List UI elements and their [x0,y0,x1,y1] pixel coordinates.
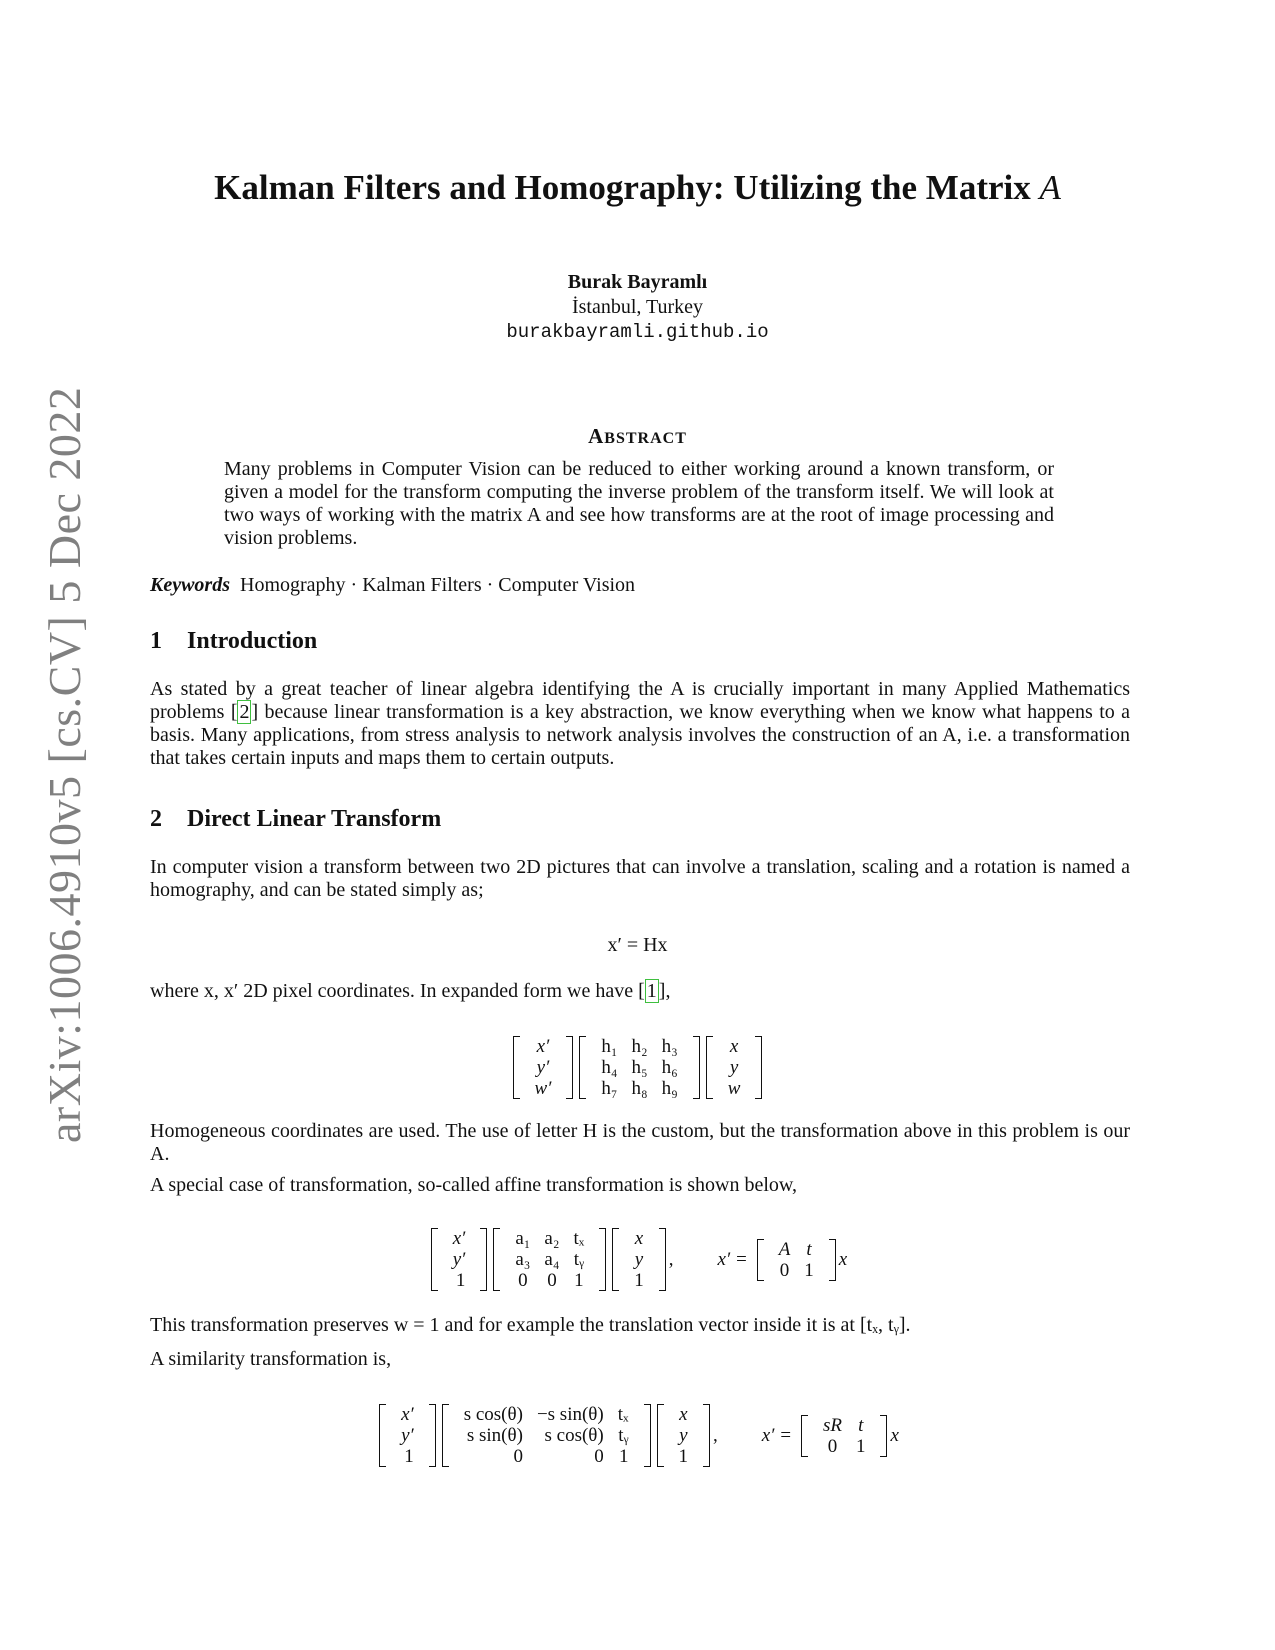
matrix-entry: 1 [634,1270,644,1291]
dlt-text-part: where x, x′ 2D pixel coordinates. In expanded form we have [150,980,639,1002]
matrix-entry: s cos(θ) [463,1404,523,1425]
matrix-entry: a₁ [515,1228,531,1249]
matrix-entry: 1 [404,1446,414,1467]
matrix-entry: h₅ [631,1057,648,1078]
keywords [150,574,635,597]
matrix-lhs [379,1404,436,1467]
matrix-h [579,1036,699,1099]
introduction-paragraph: As stated by a great teacher of linear algebra identifying the A is crucially important in many Applied Mathematics problems [ 2 ] because linear transformation is a key abstraction, we know everything when we know what happens to a basis. Many applications, from stress analysis to network analysis involves the construction of an A, i.e. a transformation that takes certain inputs and maps them to certain outputs. [150,678,1131,769]
matrix-entry: a₄ [544,1249,560,1270]
matrix-lhs [431,1228,488,1291]
matrix-entry: 0 [594,1446,604,1467]
author-block [0,270,1275,345]
dlt-paragraph-6: A similarity transformation is, [150,1348,392,1370]
matrix-rhs [657,1404,711,1467]
compact-lhs: x′ = [717,1248,748,1270]
paper-title-symbol: A [1039,168,1061,207]
dlt-text-part: , [665,980,671,1002]
matrix-compact [757,1239,836,1281]
section-title: Introduction [187,628,318,654]
matrix-entry: s sin(θ) [466,1425,523,1446]
abstract-text: Many problems in Computer Vision can be reduced to either working around a known transform, or given a model for the transform computing the inverse problem of the transform itself. We will look at two ways of working with the matrix A and see how transforms are at the root of image processing and vision problems. [224,458,1054,549]
matrix-entry: x′ [536,1036,550,1057]
dlt-paragraph-4: A special case of transformation, so-called affine transformation is shown below, [150,1174,798,1196]
citation-link[interactable]: 2 [239,701,250,723]
matrix-entry: tᵧ [618,1425,629,1446]
matrix-entry: 1 [855,1435,866,1457]
matrix-entry: h₂ [631,1036,648,1057]
dlt-paragraph-1: In computer vision a transform between two 2D pictures that can involve a translation, scaling and a rotation is named a homography, and can be stated simply as; [150,856,1130,901]
author-name: Burak Bayramlı [567,271,708,293]
matrix-rhs [706,1036,763,1099]
matrix-entry: x′ [401,1404,414,1425]
matrix-entry: w [727,1078,741,1099]
equation-affine [0,1228,1275,1291]
abstract-heading-first: A [588,424,605,448]
matrix-entry: h₉ [661,1078,678,1099]
matrix-entry: y′ [401,1425,414,1446]
matrix-affine [493,1228,606,1291]
paper-title-text: Kalman Filters and Homography: Utilizing the Matrix [214,168,1040,207]
matrix-entry: h₆ [661,1057,678,1078]
matrix-entry: h₃ [661,1036,678,1057]
equation-comma: , [668,1248,674,1270]
arxiv-identifier: arXiv:1006.4910v5 [cs.CV] 5 Dec 2022 [39,386,90,1143]
matrix-entry: 0 [518,1270,528,1291]
abstract-heading-rest: BSTRACT [604,430,687,447]
matrix-entry: 1 [574,1270,584,1291]
section-number: 1 [150,628,162,654]
matrix-entry: 1 [804,1259,814,1281]
section-introduction-heading [150,628,317,655]
matrix-entry: 0 [513,1446,523,1467]
keywords-label: Keywords [150,574,230,596]
author-location: İstanbul, Turkey [571,296,704,318]
matrix-entry: tₓ [573,1228,585,1249]
matrix-entry: 0 [547,1270,557,1291]
matrix-rhs [612,1228,666,1291]
matrix-entry: t [858,1414,864,1436]
matrix-entry: x′ [452,1228,466,1249]
citation-link[interactable]: 1 [646,980,657,1002]
abstract-heading [0,424,1275,449]
compact-rhs: x [890,1424,899,1446]
dlt-paragraph-3: Homogeneous coordinates are used. The use of letter H is the custom, but the transformation above in this problem is our A. [150,1120,1130,1165]
section-number: 2 [150,806,162,832]
matrix-entry: 0 [779,1259,790,1281]
matrix-entry: a₃ [515,1249,531,1270]
matrix-lhs [513,1036,574,1099]
matrix-entry: tₓ [617,1404,629,1425]
compact-lhs: x′ = [761,1424,792,1446]
matrix-entry: y′ [536,1057,550,1078]
matrix-entry: 1 [678,1446,689,1467]
matrix-compact [801,1415,888,1457]
matrix-entry: tᵧ [573,1249,585,1270]
intro-text-part: because linear transformation is a key abstraction, we know everything when we know what happens to a basis. Many applications, from stress analysis to network analysis involves the construction of an A, i.e. a transformation that takes certain inputs and maps them to certain outputs. [150,701,1131,769]
equation-comma: , [713,1424,718,1446]
paper-title [0,168,1275,208]
matrix-entry: x [679,1404,688,1425]
matrix-entry: 0 [827,1435,838,1457]
matrix-entry: x [729,1036,739,1057]
section-dlt-heading [150,806,441,833]
compact-rhs: x [838,1248,848,1270]
author-website[interactable]: burakbayramli.github.io [506,321,769,343]
matrix-entry: t [806,1238,812,1260]
matrix-entry: y [634,1249,644,1270]
dlt-paragraph-5: This transformation preserves w = 1 and for example the translation vector inside it is at [tₓ, tᵧ]. [150,1314,911,1336]
matrix-entry: w′ [534,1078,552,1099]
matrix-entry: h₈ [631,1078,648,1099]
matrix-entry: h₇ [601,1078,618,1099]
section-title: Direct Linear Transform [187,806,442,832]
matrix-entry: y [679,1425,688,1446]
matrix-similarity [442,1404,651,1467]
equation-similarity [0,1404,1275,1467]
matrix-entry: x [634,1228,644,1249]
keywords-text: Homography · Kalman Filters · Computer Vision [240,574,636,596]
matrix-entry: 1 [455,1270,466,1291]
dlt-paragraph-2: where x, x′ 2D pixel coordinates. In expanded form we have [ 1 ], [150,980,671,1002]
matrix-entry: a₂ [544,1228,560,1249]
matrix-entry: −s sin(θ) [536,1404,604,1425]
equation-homography-expanded [0,1036,1275,1099]
matrix-entry: h₁ [601,1036,618,1057]
equation-homography: x′ = Hx [607,934,668,956]
matrix-entry: sR [822,1414,842,1436]
matrix-entry: y′ [452,1249,466,1270]
matrix-entry: h₄ [601,1057,618,1078]
matrix-entry: s cos(θ) [544,1425,604,1446]
matrix-entry: A [778,1238,791,1260]
intro-text-part: As stated by a great teacher of linear algebra identifying the A is crucially important in many Applied Mathematics problems [150,678,1130,723]
matrix-entry: y [729,1057,739,1078]
matrix-entry: 1 [619,1446,629,1467]
